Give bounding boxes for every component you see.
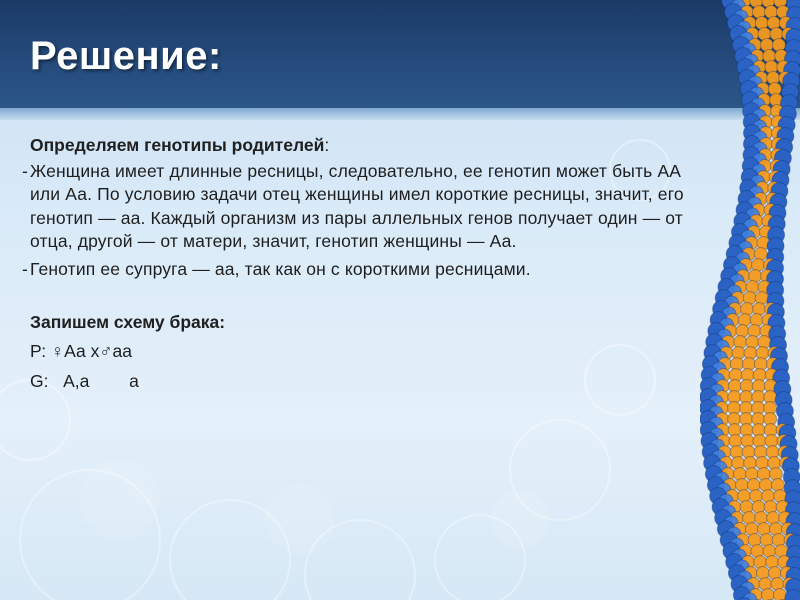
- gametes-row: [24, 370, 696, 394]
- heading-genotypes-colon: :: [324, 135, 330, 155]
- cross-sign: х: [90, 341, 100, 362]
- slide-title: Решение:: [30, 34, 222, 78]
- parent-male-genotype: ♂аа: [99, 341, 132, 362]
- heading-genotypes-line: [24, 134, 696, 158]
- dna-helix-image: [700, 0, 800, 600]
- title-bar-strip: [0, 108, 800, 120]
- slide-content: [24, 134, 696, 393]
- paragraph-husband-text: Генотип ее супруга — аа, так как он с короткими ресницами.: [30, 258, 531, 279]
- gametes-female: А,а: [63, 370, 90, 391]
- heading-genotypes: Определяем генотипы родителей: [30, 135, 325, 155]
- paragraph-husband: [24, 258, 696, 282]
- gametes-label: G:: [30, 370, 49, 391]
- bullet-dash: -: [22, 160, 28, 181]
- paragraph-woman-text: Женщина имеет длинные ресницы, следовательно, ее генотип может быть АА или Аа. По условию задачи отец женщины имел короткие ресницы, значит, его генотип — аа. Каждый организм из пары аллельных генов получает один — от отца, другой — от матери, значит, генотип женщины — Аа.: [30, 160, 684, 252]
- bullet-dash: -: [22, 258, 28, 279]
- paragraph-woman: [24, 160, 696, 254]
- heading-marriage-scheme: Запишем схему брака:: [30, 311, 226, 332]
- heading-marriage-scheme-line: [24, 311, 696, 335]
- parent-female-genotype: ♀Аа: [51, 341, 86, 362]
- gametes-male: а: [129, 370, 139, 391]
- parents-label: Р:: [30, 341, 47, 362]
- parents-row: [24, 340, 696, 364]
